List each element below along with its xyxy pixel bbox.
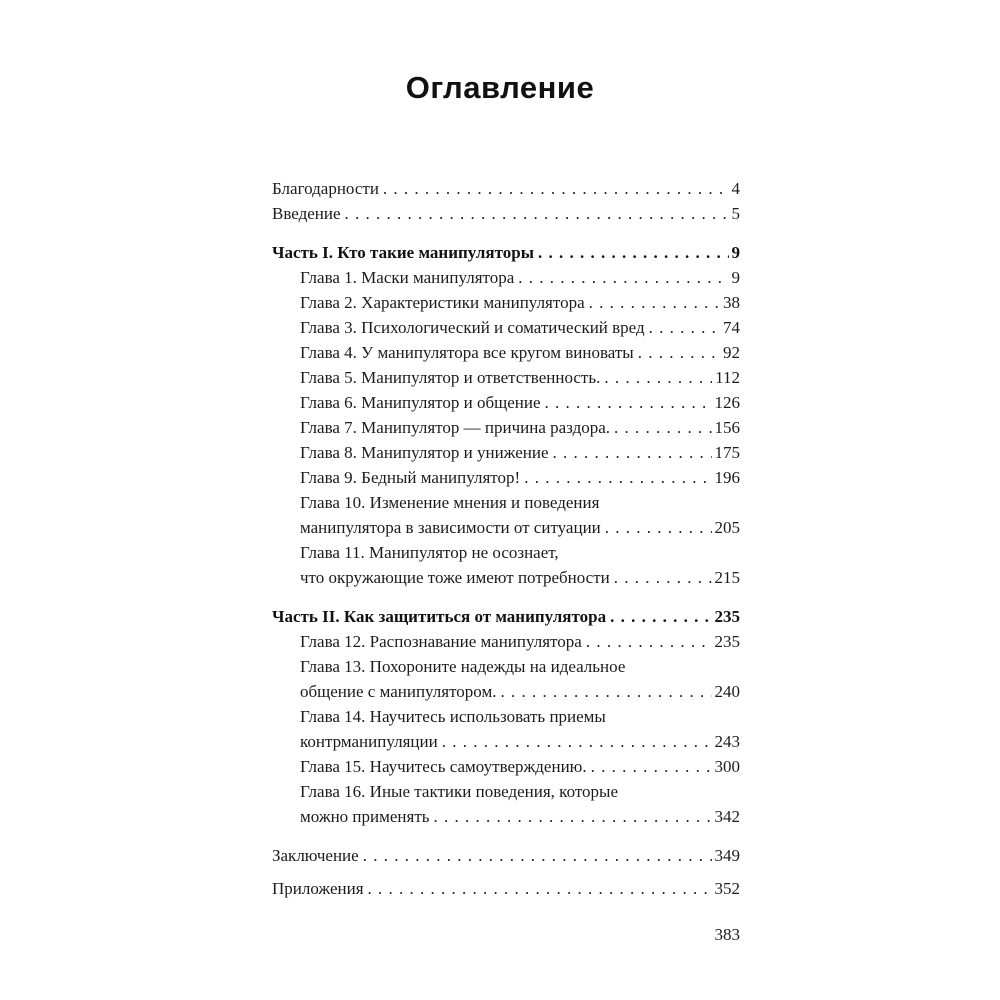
toc-page-number: 205 — [714, 518, 740, 537]
toc-entry-line — [300, 565, 740, 590]
toc-entry — [272, 201, 740, 226]
toc-entry — [272, 704, 740, 754]
toc-page-number: 349 — [714, 846, 740, 865]
toc-entry — [272, 754, 740, 779]
dot-leader — [614, 565, 712, 590]
toc-entry — [272, 629, 740, 654]
toc-entry-text: Заключение — [272, 846, 359, 865]
dot-leader — [586, 629, 712, 654]
dot-leader — [442, 729, 712, 754]
dot-leader — [638, 340, 720, 365]
toc-entry — [272, 315, 740, 340]
toc-entry-line — [300, 654, 740, 679]
toc-entry-line — [300, 540, 740, 565]
dot-leader — [591, 754, 712, 779]
toc-entry-text: Глава 6. Манипулятор и общение — [300, 393, 541, 412]
dot-leader — [538, 240, 729, 265]
toc-entry-text: Глава 3. Психологический и соматический вред — [300, 318, 645, 337]
toc-entry-text: Часть II. Как защититься от манипулятора — [272, 607, 607, 626]
dot-leader — [383, 176, 729, 201]
toc-page-number: 342 — [714, 807, 740, 826]
toc-entry-line — [300, 490, 740, 515]
toc-page-number: 175 — [714, 443, 740, 462]
toc-entry — [272, 604, 740, 629]
toc-entry-text: контрманипуляции — [300, 732, 438, 751]
dot-leader — [363, 843, 712, 868]
toc-entry — [272, 490, 740, 540]
dot-leader — [434, 804, 712, 829]
toc-entry-line — [300, 290, 740, 315]
toc-entry-line — [300, 315, 740, 340]
toc-entry-line — [272, 176, 740, 201]
toc-entry — [272, 176, 740, 201]
dot-leader — [524, 465, 711, 490]
toc-entry-text: Глава 8. Манипулятор и унижение — [300, 443, 549, 462]
toc-page-number: 9 — [731, 268, 740, 287]
toc-entry — [272, 365, 740, 390]
toc-page-number: 240 — [714, 682, 740, 701]
dot-leader — [605, 515, 712, 540]
toc-entry-text: Глава 16. Иные тактики поведения, которые — [300, 782, 619, 801]
toc-entry-line — [272, 876, 740, 901]
toc-entry-line — [300, 415, 740, 440]
toc-page-number: 352 — [714, 879, 740, 898]
toc-page-number: 243 — [714, 732, 740, 751]
toc-entry-text: Глава 9. Бедный манипулятор! — [300, 468, 521, 487]
dot-leader — [345, 201, 729, 226]
toc-entry-line — [300, 704, 740, 729]
toc-entry-line — [300, 729, 740, 754]
toc-entry-text: Введение — [272, 204, 341, 223]
toc-page-number: 300 — [714, 757, 740, 776]
toc-page-number: 74 — [723, 318, 740, 337]
toc-entry-text: Глава 14. Научитесь использовать приемы — [300, 707, 606, 726]
toc-entry — [272, 779, 740, 829]
dot-leader — [604, 365, 712, 390]
toc-entry-text: Глава 15. Научитесь самоутверждению. — [300, 757, 587, 776]
toc-entry-line — [300, 754, 740, 779]
dot-leader — [518, 265, 728, 290]
toc-entry-text: Глава 13. Похороните надежды на идеальное — [300, 657, 626, 676]
toc-list — [272, 176, 740, 901]
toc-entry-text: Благодарности — [272, 179, 379, 198]
toc-entry-text: Глава 4. У манипулятора все кругом виноваты — [300, 343, 634, 362]
toc-page-number: 235 — [714, 607, 740, 626]
toc-entry-line — [300, 779, 740, 804]
toc-entry — [272, 240, 740, 265]
toc-entry — [272, 654, 740, 704]
dot-leader — [649, 315, 720, 340]
toc-page-number: 5 — [731, 204, 740, 223]
toc-page-number: 92 — [723, 343, 740, 362]
toc-entry-text: Глава 11. Манипулятор не осознает, — [300, 543, 559, 562]
toc-entry-line — [272, 843, 740, 868]
toc-entry — [272, 290, 740, 315]
toc-entry-line — [300, 679, 740, 704]
toc-entry — [272, 540, 740, 590]
toc-entry-line — [272, 201, 740, 226]
toc-entry — [272, 876, 740, 901]
toc-entry — [272, 390, 740, 415]
toc-entry-line — [272, 240, 740, 265]
toc-page-number: 235 — [714, 632, 740, 651]
toc-entry-text: Глава 12. Распознавание манипулятора — [300, 632, 582, 651]
dot-leader — [368, 876, 712, 901]
toc-entry-text: Глава 1. Маски манипулятора — [300, 268, 515, 287]
dot-leader — [545, 390, 712, 415]
toc-entry — [272, 340, 740, 365]
toc-entry-text: можно применять — [300, 807, 430, 826]
dot-leader — [553, 440, 712, 465]
toc-entry — [272, 440, 740, 465]
toc-page-number: 4 — [731, 179, 740, 198]
toc-entry-line — [300, 629, 740, 654]
toc-page-number: 196 — [714, 468, 740, 487]
toc-entry — [272, 843, 740, 868]
toc-entry-text: что окружающие тоже имеют потребности — [300, 568, 610, 587]
dot-leader — [610, 604, 711, 629]
dot-leader — [589, 290, 720, 315]
toc-entry-text: Часть I. Кто такие манипуляторы — [272, 243, 534, 262]
toc-entry-text: Глава 10. Изменение мнения и поведения — [300, 493, 600, 512]
footer-page-number: 383 — [714, 925, 740, 944]
toc-page-number: 156 — [714, 418, 740, 437]
toc-entry-line — [300, 365, 740, 390]
toc-entry — [272, 415, 740, 440]
toc-entry-text: Глава 5. Манипулятор и ответственность. — [300, 368, 601, 387]
toc-entry-line — [300, 515, 740, 540]
dot-leader — [614, 415, 711, 440]
toc-entry-text: общение с манипулятором. — [300, 682, 497, 701]
toc-page-number: 9 — [731, 243, 740, 262]
toc-entry-text: Глава 2. Характеристики манипулятора — [300, 293, 585, 312]
page-title: Оглавление — [405, 70, 595, 105]
toc-entry-line — [300, 390, 740, 415]
toc-entry-line — [300, 340, 740, 365]
toc-entry-line — [300, 265, 740, 290]
toc-entry-line — [300, 440, 740, 465]
toc-entry — [272, 265, 740, 290]
toc-entry-line — [272, 604, 740, 629]
toc-entry-text: Приложения — [272, 879, 364, 898]
toc-page-number: 215 — [714, 568, 740, 587]
toc-page-number: 38 — [723, 293, 740, 312]
dot-leader — [501, 679, 712, 704]
toc-entry-text: манипулятора в зависимости от ситуации — [300, 518, 601, 537]
toc-page-number: 112 — [715, 368, 740, 387]
toc-entry-line — [300, 804, 740, 829]
toc-entry — [272, 465, 740, 490]
toc-entry-line — [300, 465, 740, 490]
toc-page-number: 126 — [714, 393, 740, 412]
toc-entry-text: Глава 7. Манипулятор — причина раздора. — [300, 418, 611, 437]
